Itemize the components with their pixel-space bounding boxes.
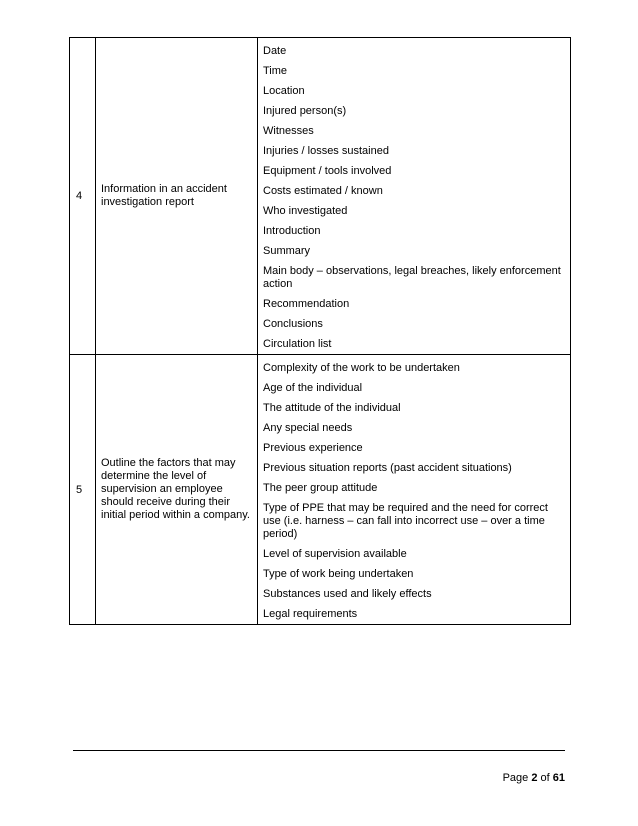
row-number: 4: [70, 38, 96, 355]
list-item: Recommendation: [263, 298, 350, 310]
list-item: Injured person(s): [263, 105, 347, 117]
list-item: Equipment / tools involved: [263, 165, 392, 177]
question-text: Outline the factors that may determine the level of supervision an employee should receive during their initial period within a company.: [96, 355, 258, 625]
page-number: [503, 772, 565, 784]
list-item: Who investigated: [263, 205, 348, 217]
list-item: Substances used and likely effects: [263, 588, 432, 600]
list-item: Date: [263, 45, 287, 57]
list-item: Any special needs: [263, 422, 353, 434]
list-item: Summary: [263, 245, 311, 257]
list-item: Type of work being undertaken: [263, 568, 414, 580]
list-item: Injuries / losses sustained: [263, 145, 389, 157]
answer-list: [258, 38, 571, 355]
page-of: of: [537, 772, 553, 784]
list-item: Circulation list: [263, 338, 332, 350]
list-item: Age of the individual: [263, 382, 363, 394]
list-item: Main body – observations, legal breaches, likely enforcement action: [263, 265, 561, 290]
list-item: Time: [263, 65, 288, 77]
list-item: Complexity of the work to be undertaken: [263, 362, 460, 374]
question-answer-table: [69, 37, 571, 625]
list-item: Conclusions: [263, 318, 323, 330]
page-prefix: Page: [502, 772, 532, 784]
answer-list: [258, 355, 571, 625]
list-item: Type of PPE that may be required and the need for correct use (i.e. harness – can fall into incorrect use – over a time period): [263, 502, 548, 540]
question-text: Information in an accident investigation report: [96, 38, 258, 355]
row-number: 5: [70, 355, 96, 625]
list-item: The peer group attitude: [263, 482, 378, 494]
list-item: Previous experience: [263, 442, 363, 454]
total-pages: 61: [552, 772, 565, 784]
list-item: Previous situation reports (past accident situations): [263, 462, 512, 474]
list-item: Costs estimated / known: [263, 185, 383, 197]
list-item: The attitude of the individual: [263, 402, 401, 414]
list-item: Level of supervision available: [263, 548, 407, 560]
footer-divider: [73, 750, 565, 751]
table-row: [70, 38, 571, 355]
table-row: [70, 355, 571, 625]
list-item: Location: [263, 85, 305, 97]
list-item: Introduction: [263, 225, 321, 237]
current-page: 2: [531, 772, 538, 784]
list-item: Legal requirements: [263, 608, 358, 620]
list-item: Witnesses: [263, 125, 314, 137]
